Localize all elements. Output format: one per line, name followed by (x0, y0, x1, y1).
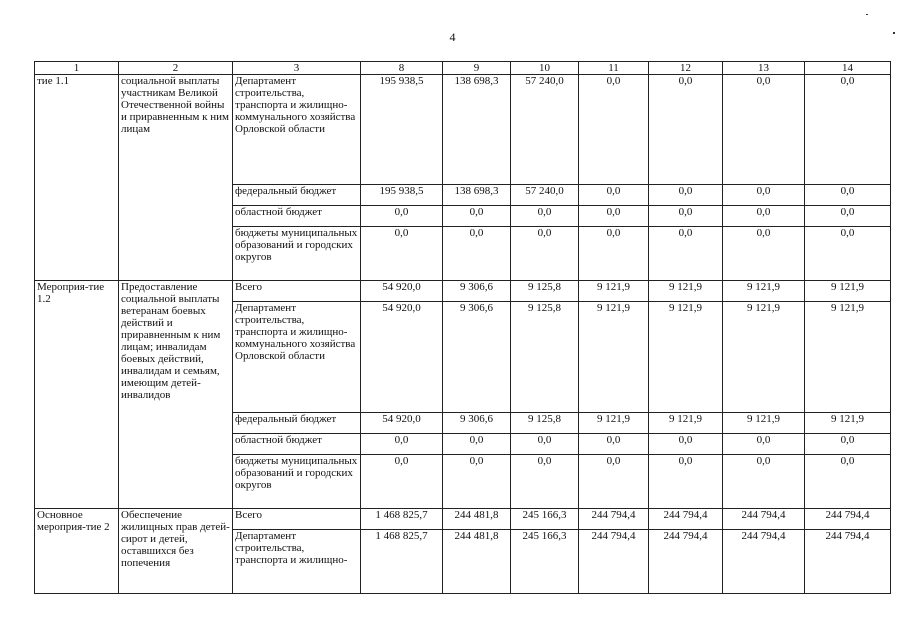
column-header: 3 (233, 62, 361, 75)
amount-cell: 9 125,8 (511, 302, 579, 413)
funding-source: областной бюджет (233, 206, 361, 227)
amount-cell: 0,0 (443, 206, 511, 227)
column-header: 12 (649, 62, 723, 75)
funding-source: Департамент строительства, транспорта и жилищно- (233, 530, 361, 594)
activity-name: Предоставление социальной выплаты ветеранам боевых действий и приравненным к ним лицам; инвалидам боевых действий, инвалидам и семьям, имеющим детей-инвалидов (119, 281, 233, 509)
funding-source: бюджеты муниципальных образований и городских округов (233, 227, 361, 281)
column-header: 9 (443, 62, 511, 75)
budget-table (34, 61, 891, 594)
amount-cell: 0,0 (805, 227, 891, 281)
amount-cell: 0,0 (579, 185, 649, 206)
funding-source: федеральный бюджет (233, 185, 361, 206)
amount-cell: 0,0 (805, 434, 891, 455)
funding-source: областной бюджет (233, 434, 361, 455)
scan-speck (893, 32, 895, 34)
amount-cell: 0,0 (805, 455, 891, 509)
amount-cell: 0,0 (511, 227, 579, 281)
amount-cell: 9 121,9 (723, 302, 805, 413)
amount-cell: 0,0 (361, 206, 443, 227)
amount-cell: 0,0 (723, 185, 805, 206)
amount-cell: 9 125,8 (511, 281, 579, 302)
funding-source: Всего (233, 509, 361, 530)
amount-cell: 1 468 825,7 (361, 509, 443, 530)
amount-cell: 0,0 (723, 206, 805, 227)
activity-code: Основное мероприя-тие 2 (35, 509, 119, 594)
amount-cell: 0,0 (511, 455, 579, 509)
amount-cell: 244 794,4 (649, 530, 723, 594)
amount-cell: 9 125,8 (511, 413, 579, 434)
amount-cell: 244 794,4 (723, 509, 805, 530)
amount-cell: 9 121,9 (723, 281, 805, 302)
scan-speck (866, 14, 868, 15)
amount-cell: 245 166,3 (511, 530, 579, 594)
amount-cell: 0,0 (579, 75, 649, 185)
amount-cell: 0,0 (649, 455, 723, 509)
table-body (35, 75, 891, 594)
amount-cell: 9 121,9 (579, 281, 649, 302)
amount-cell: 0,0 (723, 455, 805, 509)
amount-cell: 0,0 (579, 206, 649, 227)
funding-source: Департамент строительства, транспорта и жилищно-коммунального хозяйства Орловской области (233, 75, 361, 185)
funding-source: Всего (233, 281, 361, 302)
table-row (35, 281, 891, 302)
amount-cell: 0,0 (649, 185, 723, 206)
amount-cell: 0,0 (723, 227, 805, 281)
amount-cell: 9 121,9 (579, 413, 649, 434)
column-header: 1 (35, 62, 119, 75)
amount-cell: 0,0 (649, 227, 723, 281)
amount-cell: 54 920,0 (361, 281, 443, 302)
column-number-row (35, 62, 891, 75)
funding-source: бюджеты муниципальных образований и городских округов (233, 455, 361, 509)
funding-source: Департамент строительства, транспорта и жилищно-коммунального хозяйства Орловской области (233, 302, 361, 413)
amount-cell: 244 481,8 (443, 509, 511, 530)
amount-cell: 245 166,3 (511, 509, 579, 530)
amount-cell: 138 698,3 (443, 185, 511, 206)
amount-cell: 244 794,4 (805, 530, 891, 594)
amount-cell: 9 121,9 (723, 413, 805, 434)
amount-cell: 0,0 (443, 434, 511, 455)
amount-cell: 0,0 (579, 434, 649, 455)
amount-cell: 0,0 (361, 455, 443, 509)
activity-code: тие 1.1 (35, 75, 119, 281)
column-header: 11 (579, 62, 649, 75)
amount-cell: 9 121,9 (649, 413, 723, 434)
amount-cell: 0,0 (361, 227, 443, 281)
amount-cell: 244 794,4 (579, 509, 649, 530)
table-row (35, 75, 891, 185)
column-header: 13 (723, 62, 805, 75)
amount-cell: 0,0 (579, 455, 649, 509)
amount-cell: 0,0 (649, 206, 723, 227)
amount-cell: 0,0 (805, 185, 891, 206)
amount-cell: 9 121,9 (579, 302, 649, 413)
activity-code: Мероприя-тие 1.2 (35, 281, 119, 509)
amount-cell: 54 920,0 (361, 413, 443, 434)
amount-cell: 9 306,6 (443, 302, 511, 413)
column-header: 8 (361, 62, 443, 75)
amount-cell: 244 794,4 (579, 530, 649, 594)
amount-cell: 244 481,8 (443, 530, 511, 594)
amount-cell: 9 121,9 (805, 302, 891, 413)
amount-cell: 57 240,0 (511, 185, 579, 206)
amount-cell: 195 938,5 (361, 75, 443, 185)
amount-cell: 138 698,3 (443, 75, 511, 185)
amount-cell: 9 121,9 (649, 281, 723, 302)
amount-cell: 9 121,9 (649, 302, 723, 413)
amount-cell: 0,0 (723, 75, 805, 185)
amount-cell: 0,0 (361, 434, 443, 455)
amount-cell: 0,0 (579, 227, 649, 281)
amount-cell: 244 794,4 (649, 509, 723, 530)
funding-source: федеральный бюджет (233, 413, 361, 434)
amount-cell: 0,0 (511, 434, 579, 455)
page-number: 4 (449, 30, 456, 44)
amount-cell: 0,0 (805, 75, 891, 185)
amount-cell: 57 240,0 (511, 75, 579, 185)
table-row (35, 509, 891, 530)
amount-cell: 9 121,9 (805, 413, 891, 434)
amount-cell: 0,0 (723, 434, 805, 455)
amount-cell: 9 121,9 (805, 281, 891, 302)
amount-cell: 0,0 (649, 75, 723, 185)
amount-cell: 244 794,4 (723, 530, 805, 594)
amount-cell: 0,0 (511, 206, 579, 227)
column-header: 14 (805, 62, 891, 75)
amount-cell: 0,0 (443, 455, 511, 509)
amount-cell: 54 920,0 (361, 302, 443, 413)
amount-cell: 1 468 825,7 (361, 530, 443, 594)
amount-cell: 195 938,5 (361, 185, 443, 206)
activity-name: Обеспечение жилищных прав детей-сирот и детей, оставшихся без попечения (119, 509, 233, 594)
activity-name: социальной выплаты участникам Великой Отечественной войны и приравненным к ним лицам (119, 75, 233, 281)
column-header: 10 (511, 62, 579, 75)
amount-cell: 0,0 (649, 434, 723, 455)
amount-cell: 244 794,4 (805, 509, 891, 530)
column-header: 2 (119, 62, 233, 75)
amount-cell: 0,0 (805, 206, 891, 227)
amount-cell: 9 306,6 (443, 413, 511, 434)
amount-cell: 9 306,6 (443, 281, 511, 302)
amount-cell: 0,0 (443, 227, 511, 281)
